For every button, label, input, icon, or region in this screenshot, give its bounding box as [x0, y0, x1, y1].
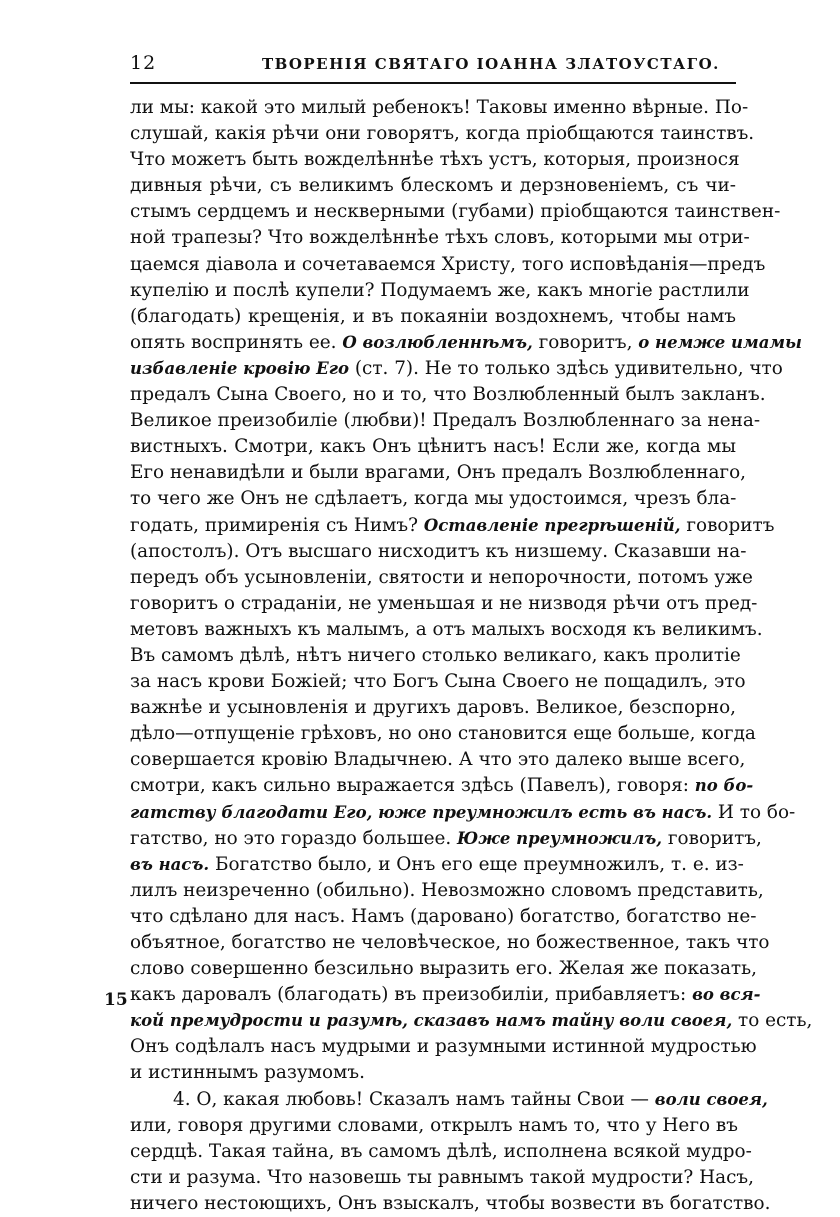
- scripture-quote: гатству благодати Его, юже преумножилъ есть въ насъ.: [130, 802, 713, 822]
- text-segment: годать, примиренія съ Нимъ?: [130, 514, 424, 536]
- text-line: сти и разума. Что назовешь ты равнымъ такой мудрости? Насъ,: [130, 1166, 754, 1188]
- running-title: ТВОРЕНІЯ СВЯТАГО ІОАННА ЗЛАТОУСТАГО.: [262, 55, 720, 73]
- text-line: что сдѣлано для насъ. Намъ (даровано) богатство, богатство не-: [130, 905, 757, 927]
- text-segment: какъ даровалъ (благодать) въ преизобиліи, прибавляетъ:: [130, 984, 693, 1006]
- text-line: купелію и послѣ купели? Подумаемъ же, какъ многіе растлили: [130, 279, 750, 301]
- text-line: совершается кровію Владычнею. А что это далеко выше всего,: [130, 749, 746, 771]
- text-line: [130, 1087, 768, 1113]
- text-segment: Богатство было, и Онъ его еще преумножилъ, т. е. из-: [209, 853, 744, 875]
- text-segment: гатство, но это гораздо большее.: [130, 827, 458, 849]
- header-rule: [130, 82, 736, 84]
- text-segment: И то бо-: [712, 801, 796, 823]
- text-line: [130, 826, 762, 852]
- text-line: за насъ крови Божіей; что Богъ Сына Своего не пощадилъ, это: [130, 671, 746, 693]
- scripture-quote: Оставленіе прегрѣшеній,: [423, 515, 681, 535]
- text-line: лилъ неизреченно (обильно). Невозможно словомъ представить,: [130, 879, 764, 901]
- scripture-quote: по бо-: [694, 776, 754, 796]
- scripture-quote: во вся-: [692, 985, 761, 1005]
- scripture-quote: Юже преумножилъ,: [457, 828, 663, 848]
- text-line: Великое преизобиліе (любви)! Предалъ Возлюбленнаго за нена-: [130, 410, 761, 432]
- text-line: дивныя рѣчи, съ великимъ блескомъ и дерзновеніемъ, съ чи-: [130, 175, 736, 197]
- text-line: сердцѣ. Такая тайна, въ самомъ дѣлѣ, исполнена всякой мудро-: [130, 1140, 752, 1162]
- text-segment: то есть,: [732, 1010, 813, 1032]
- text-segment: опять воспринять ее.: [130, 331, 343, 353]
- text-line: [130, 1008, 813, 1034]
- text-line: [130, 773, 754, 799]
- text-line: или, говоря другими словами, открылъ намъ то, что у Него въ: [130, 1114, 738, 1136]
- text-line: (апостолъ). Отъ высшаго нисходитъ къ низшему. Сказавши на-: [130, 540, 747, 562]
- text-segment: говоритъ,: [662, 827, 762, 849]
- text-line: предалъ Сына Своего, но и то, что Возлюбленный былъ закланъ.: [130, 384, 766, 406]
- text-line: ли мы: какой это милый ребенокъ! Таковы именно вѣрные. По-: [130, 97, 749, 118]
- body-text: [130, 95, 813, 1217]
- text-line: (благодать) крещенія, и въ покаяніи воздохнемъ, чтобы намъ: [130, 305, 736, 327]
- page-header: [130, 52, 736, 76]
- text-line: [130, 330, 802, 356]
- text-line: и истиннымъ разумомъ.: [130, 1062, 365, 1084]
- text-line: объятное, богатство не человѣческое, но божественное, такъ что: [130, 932, 770, 953]
- text-line: слово совершенно безсильно выразить его. Желая же показать,: [130, 958, 757, 980]
- text-line: Его ненавидѣли и были врагами, Онъ предалъ Возлюбленнаго,: [130, 462, 746, 484]
- text-line: [130, 852, 744, 878]
- margin-verse-number: 15: [104, 990, 128, 1010]
- text-line: дѣло—отпущеніе грѣховъ, но оно становится еще больше, когда: [130, 723, 756, 745]
- text-segment: 4. О, какая любовь! Сказалъ намъ тайны Свои —: [173, 1088, 655, 1110]
- text-line: [130, 356, 783, 382]
- text-segment: говоритъ,: [532, 331, 639, 353]
- text-line: метовъ важныхъ къ малымъ, а отъ малыхъ восходя къ великимъ.: [130, 618, 763, 640]
- text-line: Онъ содѣлалъ насъ мудрыми и разумными истинной мудростью: [130, 1036, 757, 1058]
- text-line: стымъ сердцемъ и нескверными (губами) пріобщаются таинствен-: [130, 201, 781, 223]
- text-line: [130, 800, 796, 826]
- scripture-quote: въ насъ.: [130, 854, 210, 874]
- text-line: ничего нестоющихъ, Онъ взыскалъ, чтобы возвести въ богатство.: [130, 1192, 771, 1214]
- scripture-quote: избавленіе кровію Его: [130, 358, 350, 378]
- text-line: слушай, какія рѣчи они говорятъ, когда пріобщаются таинствъ.: [130, 123, 755, 145]
- text-line: цаемся діавола и сочетаваемся Христу, того исповѣданія—предъ: [130, 253, 766, 275]
- text-line: говоритъ о страданіи, не уменьшая и не низводя рѣчи отъ пред-: [130, 592, 758, 614]
- text-line: [130, 982, 761, 1008]
- text-segment: (ст. 7). Не то только здѣсь удивительно, что: [349, 357, 783, 379]
- text-segment: говоритъ: [680, 514, 775, 536]
- page-number: 12: [130, 52, 157, 74]
- scripture-quote: воли своея,: [654, 1089, 768, 1109]
- text-line: передъ объ усыновленіи, святости и непорочности, потомъ уже: [130, 566, 753, 588]
- text-line: ной трапезы? Что вожделѣннѣе тѣхъ словъ, которыми мы отри-: [130, 227, 750, 249]
- scripture-quote: кой премудрости и разумѣ, сказавъ намъ тайну воли своея,: [130, 1011, 733, 1031]
- text-line: то чего же Онъ не сдѣлаетъ, когда мы удостоимся, чрезъ бла-: [130, 488, 737, 510]
- text-line: Что можетъ быть вожделѣннѣе тѣхъ устъ, которыя, произнося: [130, 149, 740, 171]
- scripture-quote: О возлюбленнѣмъ,: [342, 332, 533, 352]
- text-line: вистныхъ. Смотри, какъ Онъ цѣнитъ насъ! Если же, когда мы: [130, 436, 736, 458]
- text-line: Въ самомъ дѣлѣ, нѣтъ ничего столько великаго, какъ пролитіе: [130, 644, 741, 666]
- text-line: важнѣе и усыновленія и другихъ даровъ. Великое, безспорно,: [130, 697, 736, 719]
- text-segment: смотри, какъ сильно выражается здѣсь (Павелъ), говоря:: [130, 775, 695, 797]
- scripture-quote: о немже имамы: [638, 332, 802, 352]
- text-line: [130, 513, 775, 539]
